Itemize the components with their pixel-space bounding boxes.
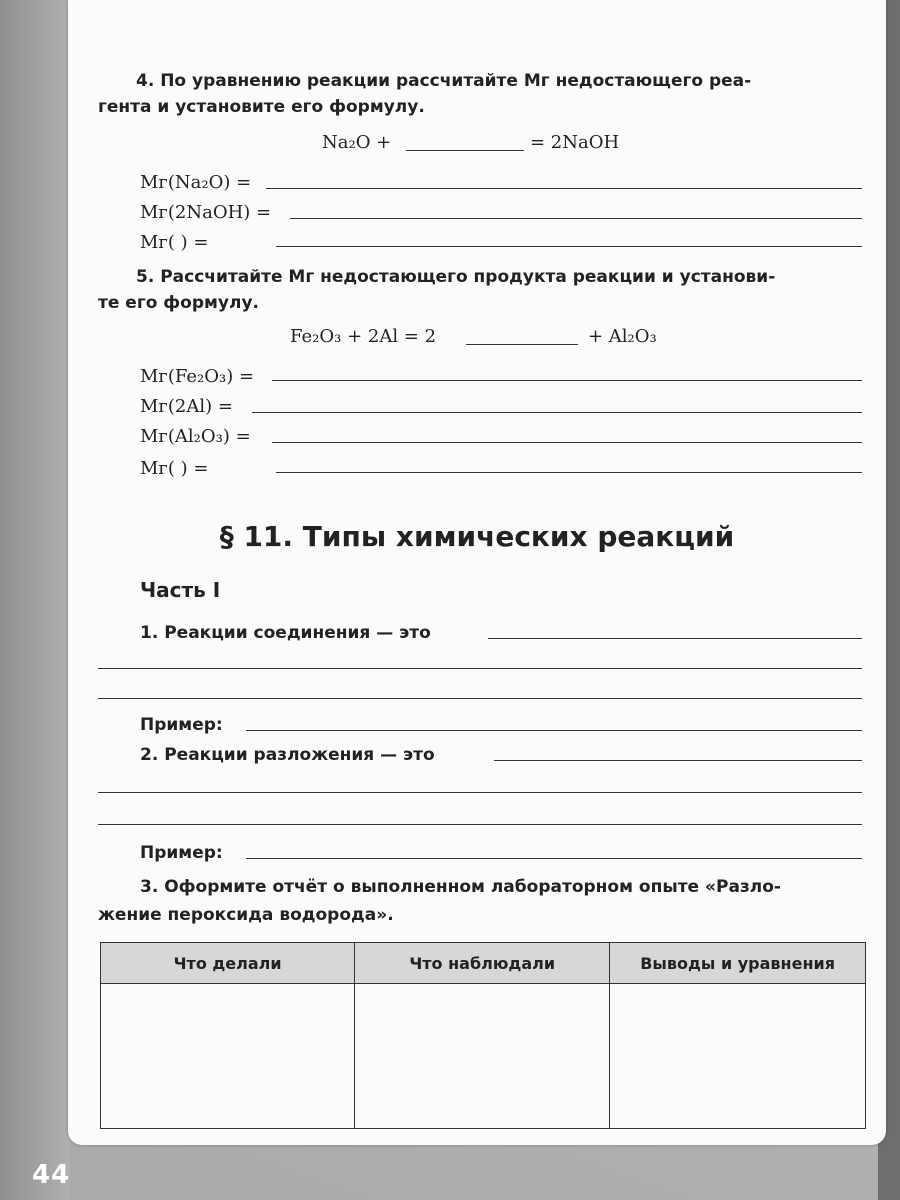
task5-text-line1: 5. Рассчитайте Mг недостающего продукта реакции и установи-	[136, 267, 776, 287]
task5-row-2al-blank[interactable]	[252, 412, 862, 413]
q1-example-label: Пример:	[140, 715, 223, 735]
task5-equation-right: + Al₂O₃	[588, 326, 657, 347]
task4-row-unknown: Mг( ) =	[140, 232, 209, 253]
q2-answer-line-1[interactable]	[494, 760, 862, 761]
q2-answer-line-3[interactable]	[98, 824, 862, 825]
task4-text-line2: гента и установите его формулу.	[98, 97, 425, 117]
part-title: Часть I	[140, 578, 221, 602]
task4-equation-left: Na₂O +	[322, 132, 392, 153]
task5-row-unknown: Mг( ) =	[140, 458, 209, 479]
task4-row-unknown-blank[interactable]	[276, 246, 862, 247]
task5-text-line2: те его формулу.	[98, 293, 259, 313]
q2-example-line[interactable]	[246, 858, 862, 859]
cell-what-observed[interactable]	[355, 984, 610, 1129]
task4-row-na2o: Mг(Na₂O) =	[140, 172, 252, 193]
section-title: § 11. Типы химических реакций	[219, 520, 735, 553]
q2-answer-line-2[interactable]	[98, 792, 862, 793]
q3-text-line2: жение пероксида водорода».	[98, 905, 394, 925]
task5-row-unknown-blank[interactable]	[276, 472, 862, 473]
task5-equation-left: Fe₂O₃ + 2Al = 2	[290, 326, 437, 347]
header-what-done: Что делали	[101, 943, 355, 984]
q2-example-label: Пример:	[140, 843, 223, 863]
q1-example-line[interactable]	[246, 730, 862, 731]
task4-row-2naoh-blank[interactable]	[290, 218, 862, 219]
task5-row-2al: Mг(2Al) =	[140, 396, 233, 417]
cell-conclusions[interactable]	[610, 984, 866, 1129]
table-header-row	[101, 943, 866, 984]
cell-what-done[interactable]	[101, 984, 355, 1129]
task4-equation-blank[interactable]	[406, 150, 524, 151]
header-what-observed: Что наблюдали	[355, 943, 610, 984]
workbook-page	[68, 0, 886, 1145]
task5-row-fe2o3-blank[interactable]	[272, 380, 862, 381]
task4-row-na2o-blank[interactable]	[266, 188, 862, 189]
q3-text-line1: 3. Оформите отчёт о выполненном лабораторном опыте «Разло-	[140, 877, 781, 897]
page-number: 44	[32, 1160, 71, 1190]
task5-row-al2o3-blank[interactable]	[272, 442, 862, 443]
lab-report-table	[100, 942, 866, 1129]
task4-text-line1: 4. По уравнению реакции рассчитайте Mг недостающего реа-	[136, 71, 752, 91]
q2-text: 2. Реакции разложения — это	[140, 745, 435, 765]
q1-answer-line-3[interactable]	[98, 698, 862, 699]
q1-answer-line-1[interactable]	[488, 638, 862, 639]
q1-answer-line-2[interactable]	[98, 668, 862, 669]
table-row	[101, 984, 866, 1129]
header-conclusions: Выводы и уравнения	[610, 943, 866, 984]
task5-row-fe2o3: Mг(Fe₂O₃) =	[140, 366, 255, 387]
task5-equation-blank[interactable]	[466, 344, 578, 345]
task5-row-al2o3: Mг(Al₂O₃) =	[140, 426, 251, 447]
task4-row-2naoh: Mг(2NaOH) =	[140, 202, 272, 223]
background-left-shadow	[0, 0, 70, 1200]
q1-text: 1. Реакции соединения — это	[140, 623, 431, 643]
task4-equation-right: = 2NaOH	[530, 132, 620, 153]
